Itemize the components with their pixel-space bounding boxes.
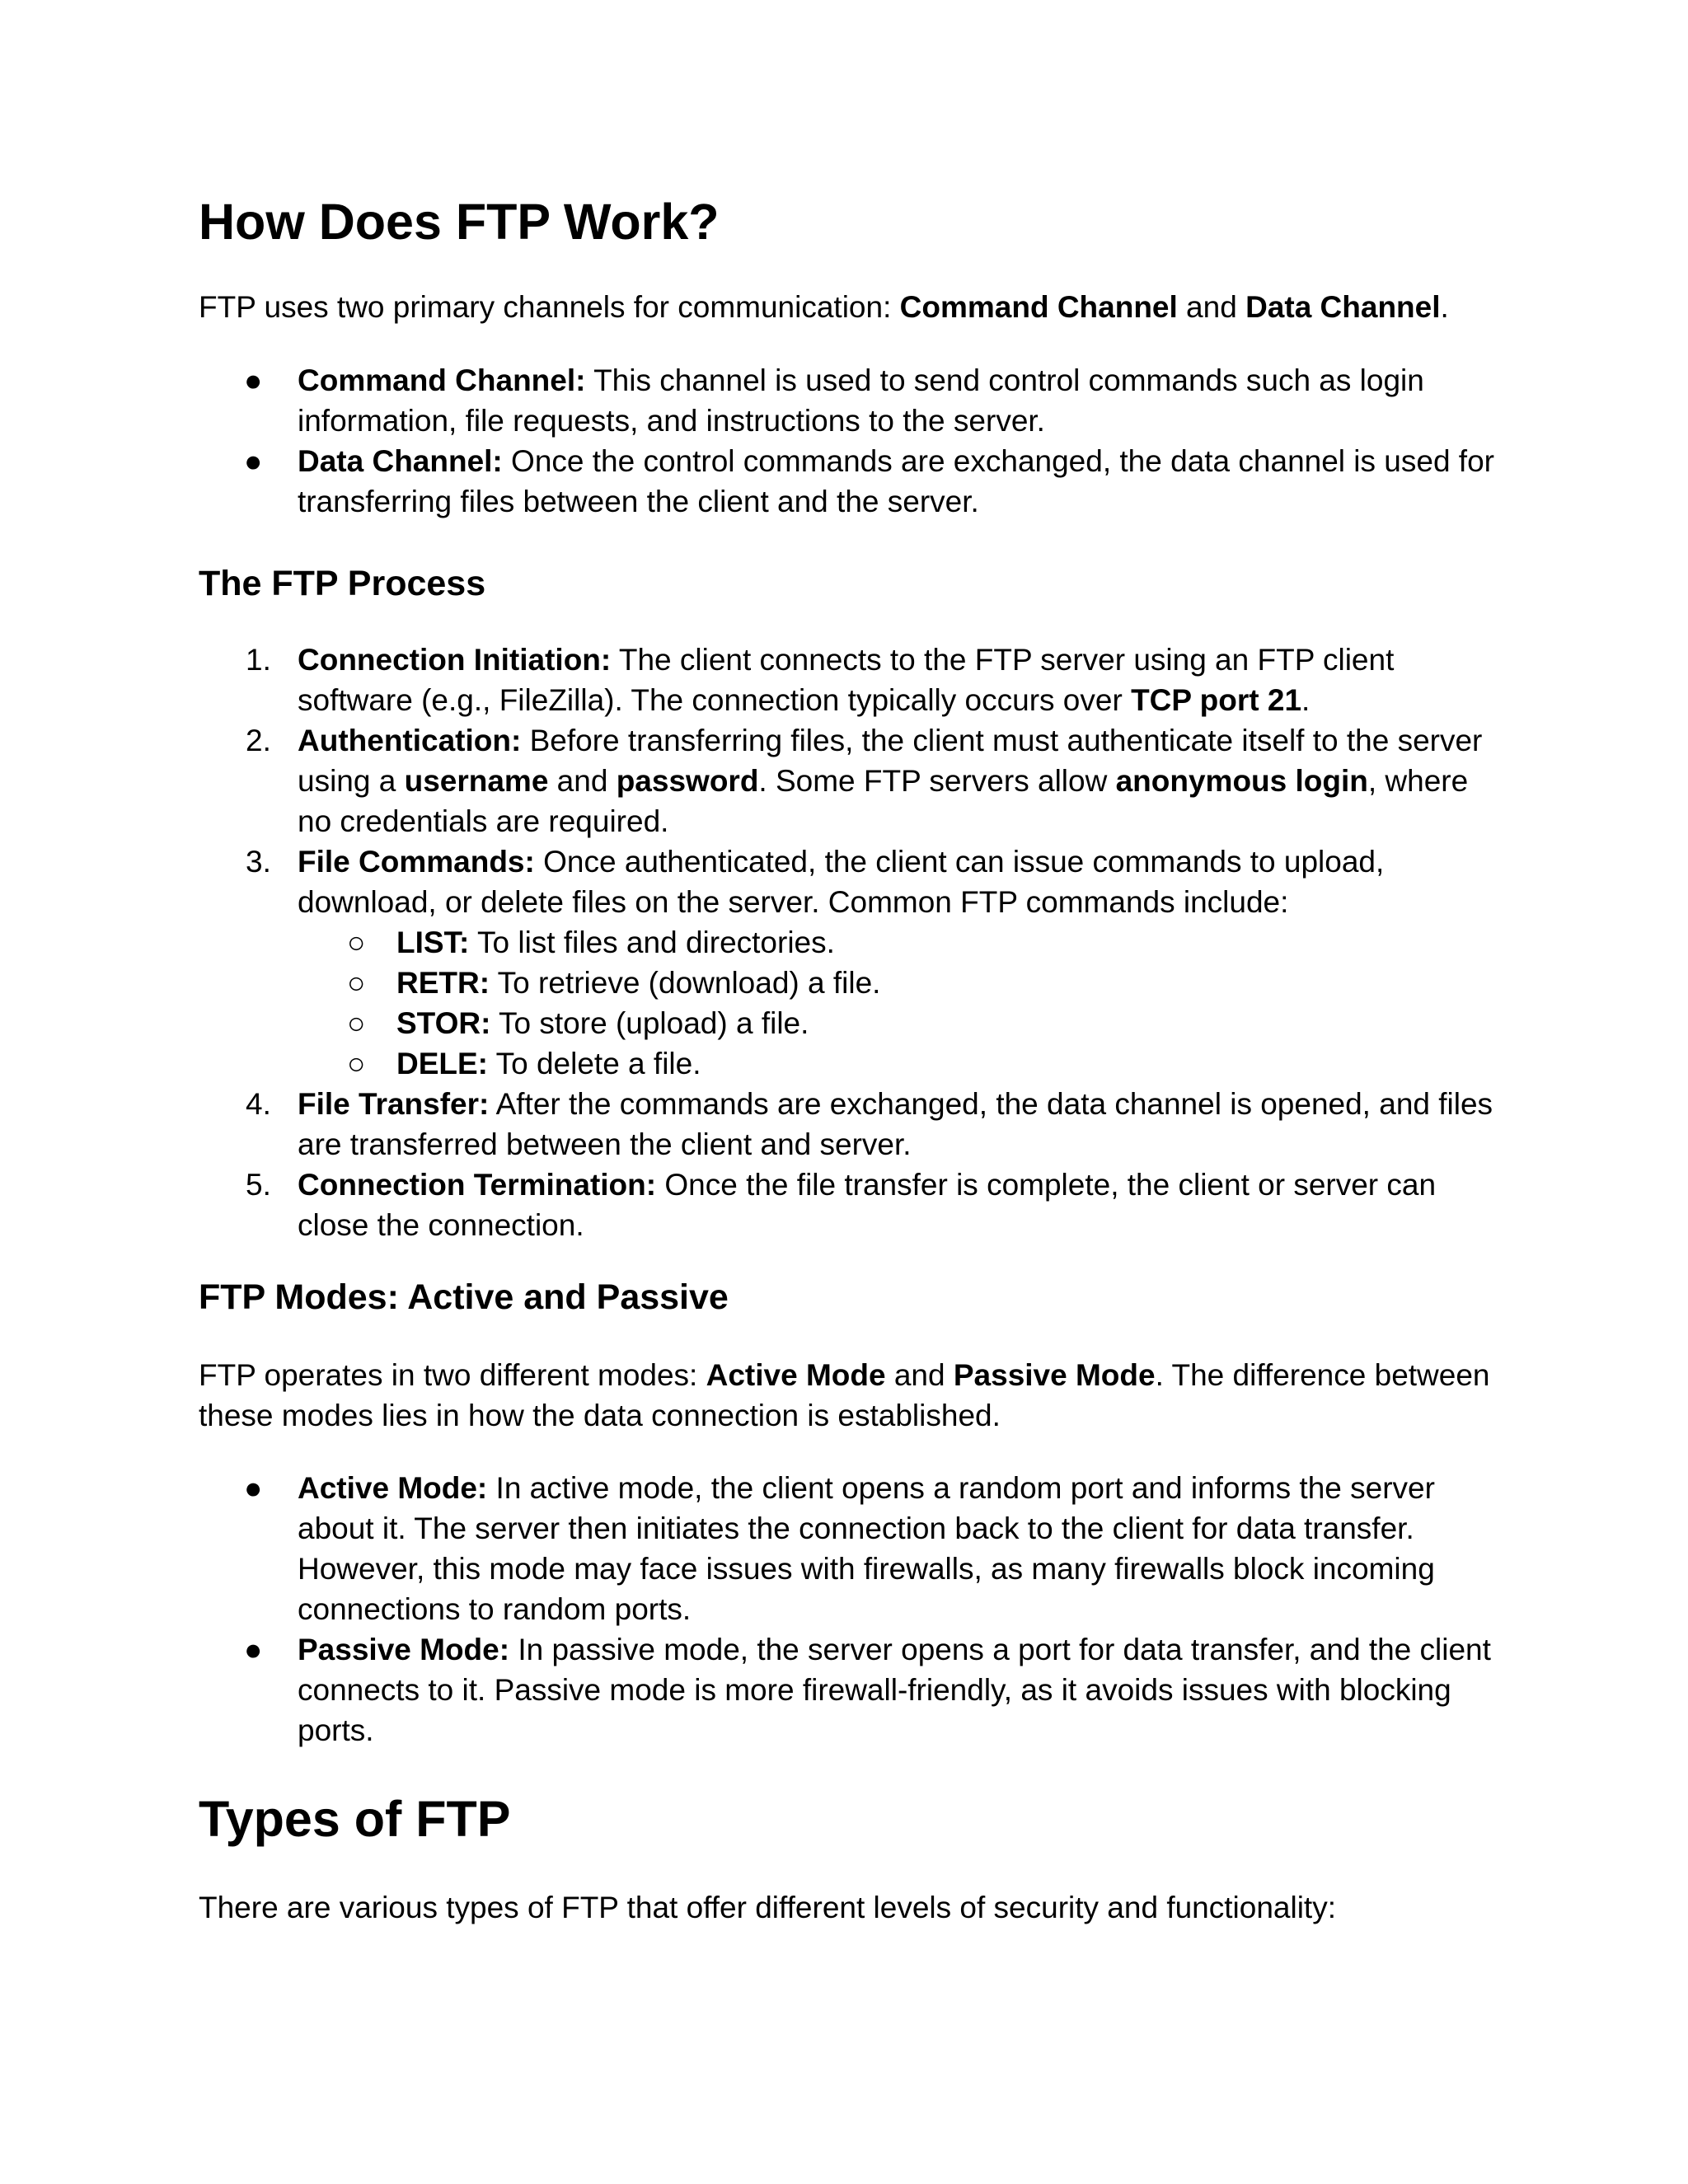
list-item-authentication	[0, 720, 1501, 841]
list-number: 5.	[246, 1168, 271, 1202]
command-name: RETR:	[396, 966, 490, 1000]
command-description: To store (upload) a file.	[490, 1006, 809, 1040]
sublist-item-dele	[0, 1043, 1501, 1084]
heading-how-does-ftp-work: How Does FTP Work?	[199, 194, 720, 250]
bullet-icon: ●	[244, 1633, 263, 1666]
item-text: Once authenticated, the client can issue commands to upload, download, or delete files on the server. Common FTP commands include:	[298, 845, 1385, 919]
command-description: To delete a file.	[488, 1047, 701, 1080]
ftp-process-numbered-list	[0, 640, 1688, 1245]
heading-types-of-ftp: Types of FTP	[199, 1791, 511, 1847]
item-term: Command Channel:	[298, 363, 586, 397]
intro-text: .	[1440, 290, 1449, 324]
bullet-icon: ●	[244, 363, 263, 397]
list-item-file-commands	[0, 841, 1501, 1084]
item-term: Connection Initiation:	[298, 643, 612, 677]
command-description: To list files and directories.	[469, 926, 835, 959]
intro-text: FTP operates in two different modes:	[199, 1358, 706, 1392]
intro-paragraph-channels	[199, 287, 1501, 327]
intro-paragraph-types: There are various types of FTP that offer different levels of security and functionality:	[199, 1891, 1336, 1924]
item-text: . Some FTP servers allow	[758, 764, 1116, 798]
item-text: Once the file transfer is complete, the client or server can close the connection.	[298, 1168, 1437, 1242]
item-bold-password: password	[616, 764, 759, 798]
item-term: File Transfer:	[298, 1087, 490, 1121]
list-number: 2.	[246, 724, 271, 757]
intro-bold-active-mode: Active Mode	[706, 1358, 886, 1392]
item-text: and	[548, 764, 617, 798]
item-bold-anonymous-login: anonymous login	[1115, 764, 1368, 798]
intro-text: and	[885, 1358, 954, 1392]
list-item-connection-initiation	[0, 640, 1501, 720]
list-item-active-mode	[0, 1468, 1501, 1629]
list-item-command-channel	[0, 360, 1501, 441]
channels-bullet-list	[0, 360, 1688, 522]
item-text: The client connects to the FTP server using an FTP client software (e.g., FileZilla). The connection typically occurs over	[298, 643, 1395, 717]
item-term: Authentication:	[298, 724, 522, 757]
item-bold-username: username	[404, 764, 549, 798]
sublist-item-list	[0, 922, 1501, 963]
modes-bullet-list	[0, 1468, 1688, 1750]
bullet-icon: ●	[244, 444, 263, 478]
item-text: In active mode, the client opens a random port and informs the server about it. The server then initiates the connection back to the client for data transfer. However, this mode may face issues with firewalls, as many firewalls block incoming connections to random ports.	[298, 1471, 1435, 1626]
intro-text: FTP uses two primary channels for communication:	[199, 290, 900, 324]
circle-bullet-icon: ○	[347, 1006, 366, 1040]
sublist-item-retr	[0, 963, 1501, 1003]
circle-bullet-icon: ○	[347, 966, 366, 1000]
ftp-commands-sublist	[298, 922, 1501, 1084]
heading-the-ftp-process: The FTP Process	[199, 564, 486, 603]
item-text: In passive mode, the server opens a port for data transfer, and the client connects to it. Passive mode is more firewall-friendly, as it avoids issues with blocking ports.	[298, 1633, 1491, 1747]
list-item-passive-mode	[0, 1629, 1501, 1750]
circle-bullet-icon: ○	[347, 1047, 366, 1080]
list-number: 4.	[246, 1087, 271, 1121]
intro-text: and	[1177, 290, 1246, 324]
intro-bold-command-channel: Command Channel	[899, 290, 1178, 324]
item-text: .	[1301, 683, 1311, 717]
command-description: To retrieve (download) a file.	[490, 966, 881, 1000]
item-term: Active Mode:	[298, 1471, 488, 1505]
intro-text: . The difference between these modes lies in how the data connection is established.	[199, 1358, 1490, 1432]
item-text: After the commands are exchanged, the data channel is opened, and files are transferred between the client and server.	[298, 1087, 1493, 1161]
item-term: Passive Mode:	[298, 1633, 510, 1666]
heading-ftp-modes: FTP Modes: Active and Passive	[199, 1277, 729, 1317]
bullet-icon: ●	[244, 1471, 263, 1505]
item-term: Data Channel:	[298, 444, 503, 478]
command-name: STOR:	[396, 1006, 491, 1040]
item-bold-tcp-port: TCP port 21	[1131, 683, 1302, 717]
command-name: DELE:	[396, 1047, 488, 1080]
item-text: Once the control commands are exchanged, the data channel is used for transferring files between the client and the server.	[298, 444, 1494, 518]
item-term: Connection Termination:	[298, 1168, 657, 1202]
intro-bold-passive-mode: Passive Mode	[953, 1358, 1156, 1392]
list-item-data-channel	[0, 441, 1501, 522]
item-text: , where no credentials are required.	[298, 764, 1469, 838]
list-item-file-transfer	[0, 1084, 1501, 1165]
command-name: LIST:	[396, 926, 470, 959]
intro-bold-data-channel: Data Channel	[1245, 290, 1441, 324]
list-item-connection-termination	[0, 1165, 1501, 1245]
circle-bullet-icon: ○	[347, 926, 366, 959]
item-text: This channel is used to send control commands such as login information, file requests, and instructions to the server.	[298, 363, 1424, 438]
intro-paragraph-modes	[199, 1355, 1501, 1436]
sublist-item-stor	[0, 1003, 1501, 1043]
list-number: 1.	[246, 643, 271, 677]
list-number: 3.	[246, 845, 271, 879]
item-text: Before transferring files, the client must authenticate itself to the server using a	[298, 724, 1483, 798]
item-term: File Commands:	[298, 845, 535, 879]
